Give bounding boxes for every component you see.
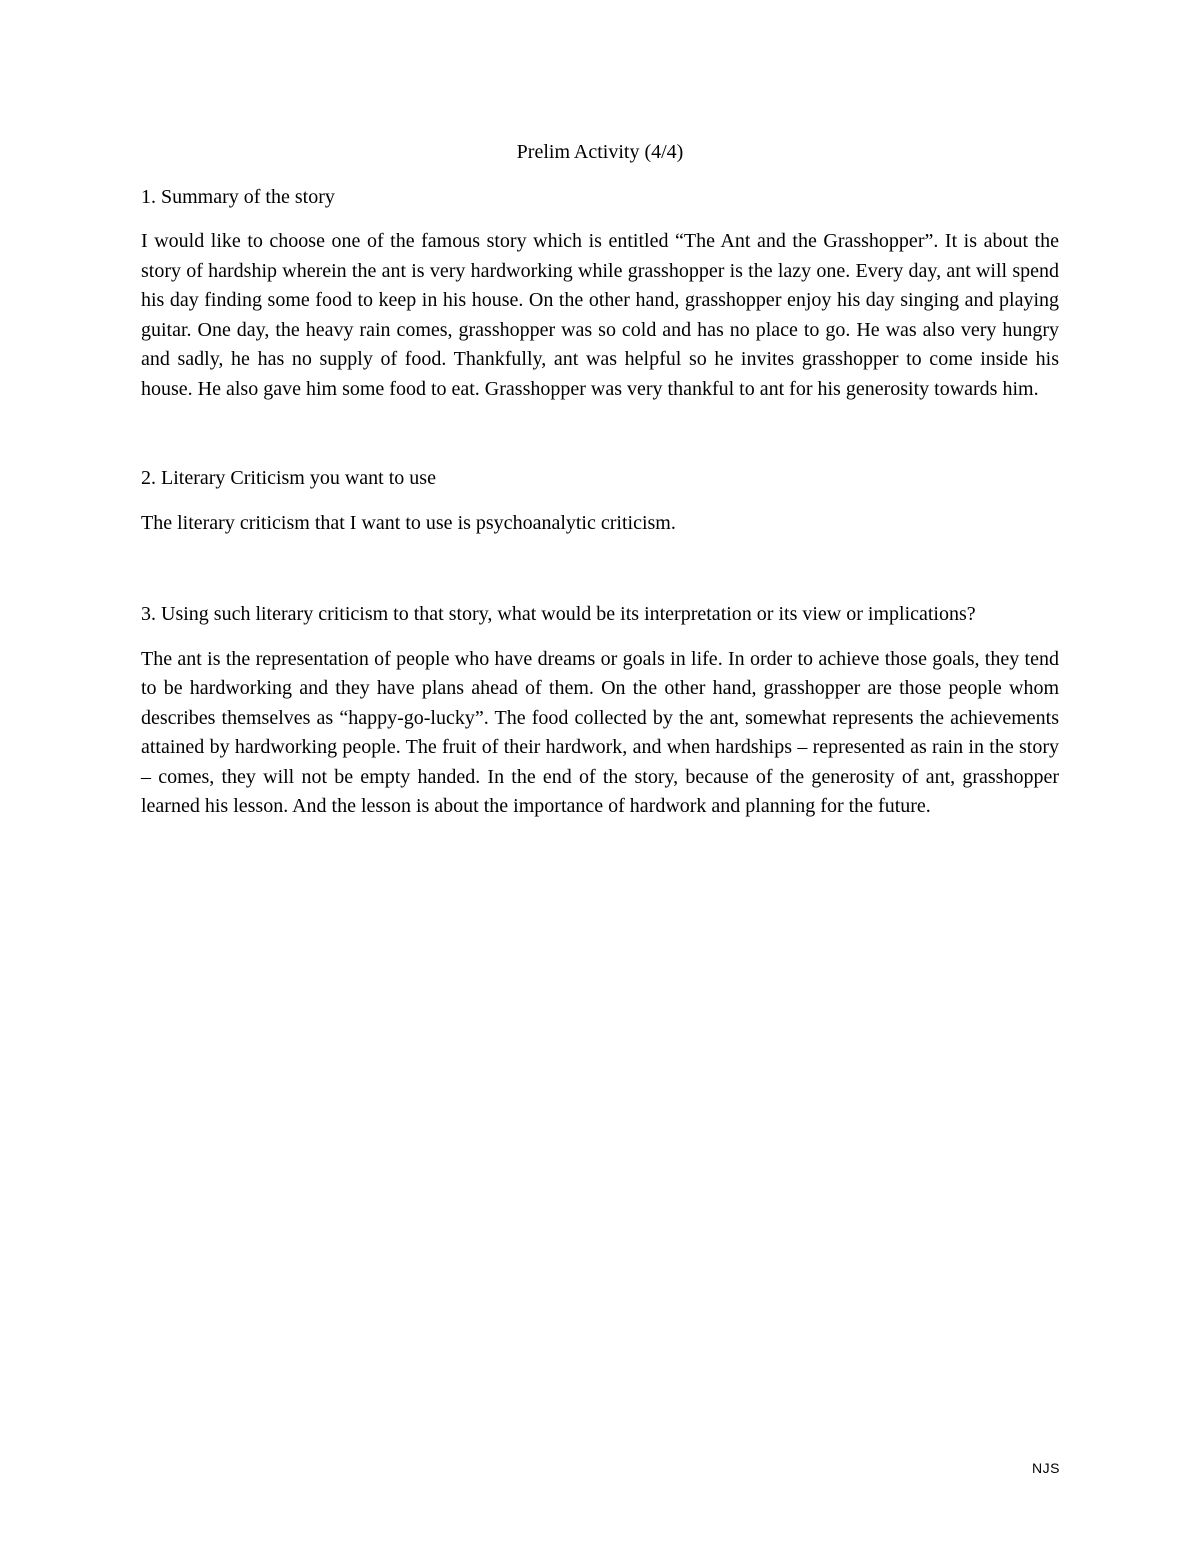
page-title: Prelim Activity (4/4) — [516, 141, 684, 163]
section-heading-summary: 1. Summary of the story — [141, 186, 335, 208]
section-body-summary: I would like to choose one of the famous story which is entitled “The Ant and the Grasshopper”. It is about the story of hardship wherein the ant is very hardworking while grasshopper is the lazy one. Every day, ant will spend his day finding some food to keep in his house. On the other hand, grasshopper enjoy his day singing and playing guitar. One day, the heavy rain comes, grasshopper was so cold and has no place to go. He was also very hungry and sadly, he has no supply of food. Thankfully, ant was helpful so he invites grasshopper to come inside his house. He also gave him some food to eat. Grasshopper was very thankful to ant for his generosity towards him. — [141, 230, 1059, 400]
section-body-criticism: The literary criticism that I want to use is psychoanalytic criticism. — [141, 512, 676, 534]
section-heading-criticism: 2. Literary Criticism you want to use — [141, 467, 436, 489]
document-content — [141, 138, 1059, 822]
section-heading-interpretation: 3. Using such literary criticism to that story, what would be its interpretation or its view or implications? — [141, 602, 976, 625]
footer-initials: NJS — [1032, 1460, 1060, 1476]
section-body-interpretation: The ant is the representation of people who have dreams or goals in life. In order to achieve those goals, they tend to be hardworking and they have plans ahead of them. On the other hand, grasshopper are those people whom describes themselves as “happy-go-lucky”. The food collected by the ant, somewhat represents the achievements attained by hardworking people. The fruit of their hardwork, and when hardships – represented as rain in the story – comes, they will not be empty handed. In the end of the story, because of the generosity of ant, grasshopper learned his lesson. And the lesson is about the importance of hardwork and planning for the future. — [141, 647, 1059, 817]
